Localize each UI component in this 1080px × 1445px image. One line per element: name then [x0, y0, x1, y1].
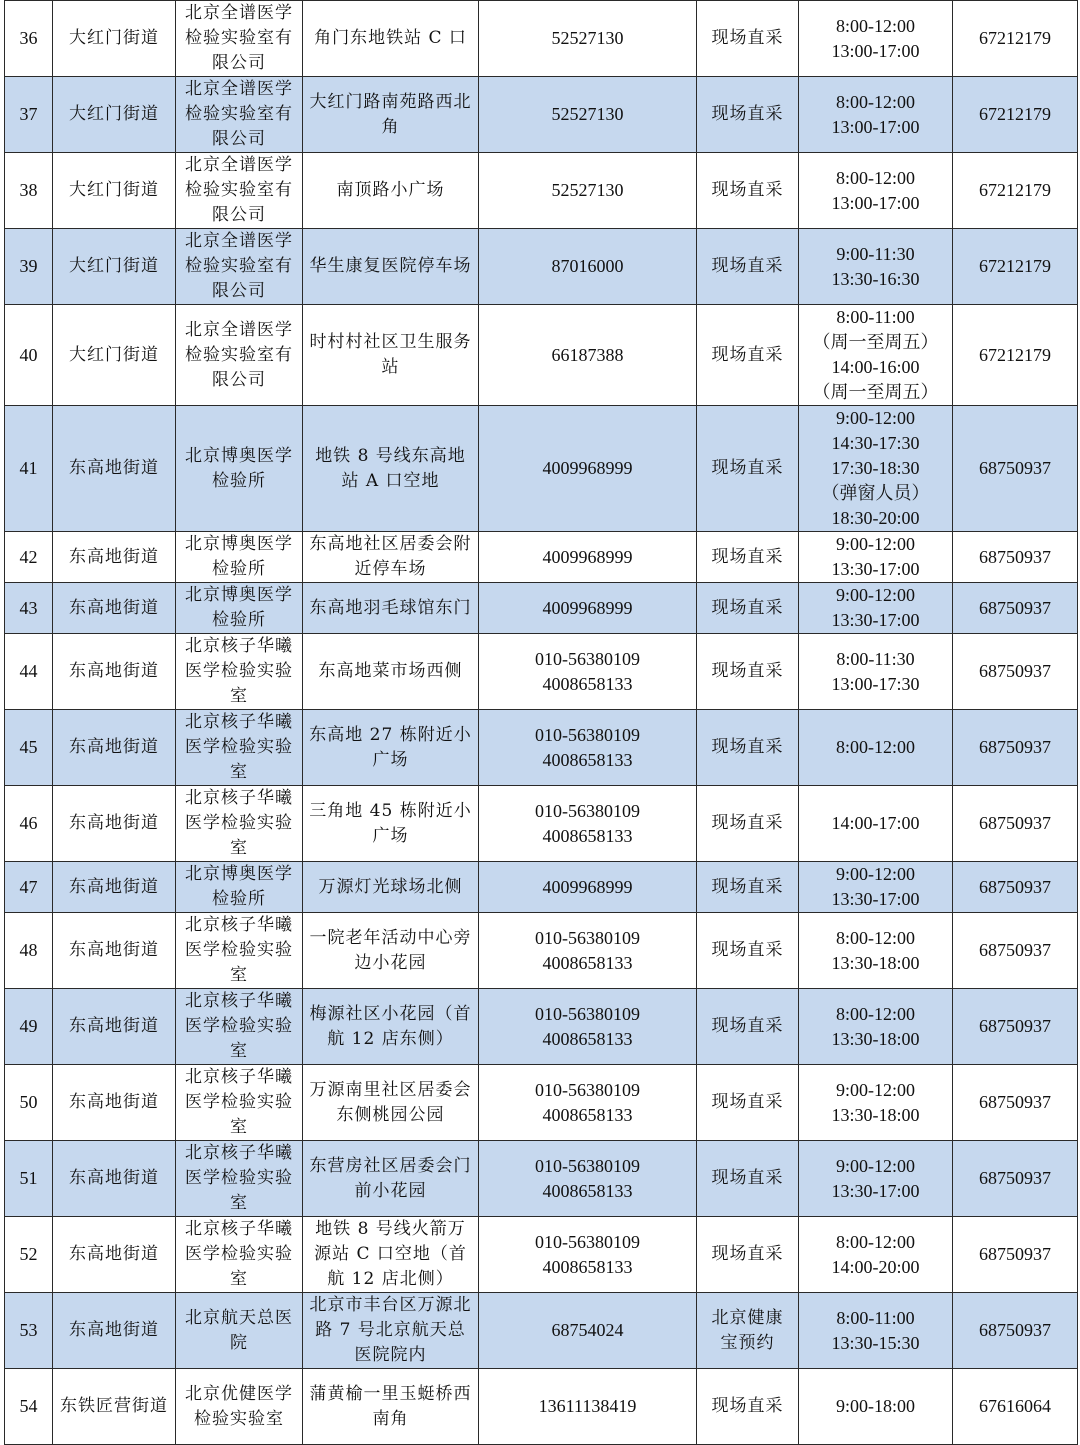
- cell-mode: 现场直采: [697, 1, 799, 77]
- table-row: [5, 406, 1078, 532]
- cell-mode: 现场直采: [697, 1065, 799, 1141]
- cell-organization: 北京全谱医学检验实验室有限公司: [176, 1, 303, 77]
- cell-hours-line: 8:00-11:00: [836, 307, 915, 327]
- cell-hours-line: 14:00-17:00: [831, 813, 920, 833]
- cell-number: 42: [5, 532, 53, 583]
- cell-hours-line: 13:30-17:00: [831, 559, 920, 579]
- cell-hours-line: 13:30-18:00: [831, 1028, 920, 1049]
- cell-phone-line: 4009968999: [542, 597, 633, 618]
- cell-phone-line: 4008658133: [542, 1256, 633, 1277]
- cell-site: 一院老年活动中心旁边小花园: [303, 913, 479, 989]
- cell-number: 53: [5, 1293, 53, 1369]
- cell-street: 大红门街道: [53, 229, 176, 305]
- cell-street: 大红门街道: [53, 305, 176, 406]
- cell-mode: 现场直采: [697, 305, 799, 406]
- table-row: [5, 1293, 1078, 1369]
- table-row: [5, 305, 1078, 406]
- cell-organization: 北京全谱医学检验实验室有限公司: [176, 229, 303, 305]
- table-body: [5, 1, 1078, 1445]
- cell-hours-line: 13:30-15:30: [831, 1332, 920, 1353]
- cell-hours: [799, 406, 953, 532]
- cell-number: 52: [5, 1217, 53, 1293]
- table-row: [5, 786, 1078, 862]
- cell-organization: 北京全谱医学检验实验室有限公司: [176, 153, 303, 229]
- cell-number: 49: [5, 989, 53, 1065]
- cell-phone-line: 52527130: [551, 180, 624, 200]
- cell-phone-line: 4009968999: [542, 458, 633, 478]
- cell-phone: [479, 634, 697, 710]
- cell-hours-line: 13:30-18:00: [831, 952, 920, 973]
- cell-hours-line: 8:00-12:00: [836, 1003, 915, 1024]
- cell-site: 地铁 8 号线火箭万源站 C 口空地（首航 12 店北侧）: [303, 1217, 479, 1293]
- cell-street: 东高地街道: [53, 532, 176, 583]
- cell-hours-line: 9:00-11:30: [836, 243, 915, 264]
- cell-hotline: 68750937: [953, 634, 1078, 710]
- cell-hours-line: 13:00-17:00: [831, 40, 920, 61]
- cell-phone-line: 4008658133: [542, 952, 633, 973]
- cell-mode: 现场直采: [697, 862, 799, 913]
- cell-organization: 北京核子华曦医学检验实验室: [176, 786, 303, 862]
- cell-hours: [799, 989, 953, 1065]
- cell-hours-line: 13:00-17:00: [831, 192, 920, 213]
- cell-phone: [479, 1293, 697, 1369]
- cell-street: 大红门街道: [53, 77, 176, 153]
- cell-phone: [479, 305, 697, 406]
- cell-hours-line: 8:00-12:00: [836, 167, 915, 188]
- cell-street: 东高地街道: [53, 786, 176, 862]
- cell-hours-line: 13:30-16:30: [831, 268, 920, 289]
- cell-hours-line: 14:30-17:30: [831, 433, 920, 453]
- cell-organization: 北京核子华曦医学检验实验室: [176, 1217, 303, 1293]
- table-row: [5, 1141, 1078, 1217]
- cell-street: 东高地街道: [53, 989, 176, 1065]
- cell-phone: [479, 1141, 697, 1217]
- cell-hours: [799, 532, 953, 583]
- cell-hours: [799, 634, 953, 710]
- cell-site: 东高地羽毛球馆东门: [303, 583, 479, 634]
- cell-organization: 北京博奥医学检验所: [176, 583, 303, 634]
- cell-hours: [799, 862, 953, 913]
- cell-hours-line: 8:00-11:30: [836, 648, 915, 669]
- cell-site: 东高地 27 栋附近小广场: [303, 710, 479, 786]
- cell-hours-line: 8:00-12:00: [836, 15, 915, 36]
- cell-street: 东高地街道: [53, 913, 176, 989]
- cell-site: 地铁 8 号线东高地站 A 口空地: [303, 406, 479, 532]
- cell-phone: [479, 913, 697, 989]
- cell-hotline: 68750937: [953, 1293, 1078, 1369]
- cell-organization: 北京核子华曦医学检验实验室: [176, 634, 303, 710]
- cell-hours-line: 9:00-12:00: [836, 534, 915, 554]
- cell-phone-line: 010-56380109: [535, 1079, 640, 1100]
- cell-mode: 现场直采: [697, 1141, 799, 1217]
- table-row: [5, 1217, 1078, 1293]
- cell-hotline: 67212179: [953, 77, 1078, 153]
- cell-number: 46: [5, 786, 53, 862]
- cell-organization: 北京博奥医学检验所: [176, 532, 303, 583]
- cell-number: 50: [5, 1065, 53, 1141]
- cell-mode: 现场直采: [697, 634, 799, 710]
- cell-number: 38: [5, 153, 53, 229]
- cell-phone-line: 010-56380109: [535, 1155, 640, 1176]
- cell-hours: [799, 913, 953, 989]
- cell-hours-line: 14:00-16:00: [831, 357, 920, 377]
- cell-number: 47: [5, 862, 53, 913]
- cell-number: 44: [5, 634, 53, 710]
- cell-hotline: 67212179: [953, 1, 1078, 77]
- cell-number: 45: [5, 710, 53, 786]
- cell-mode: 现场直采: [697, 786, 799, 862]
- table-row: [5, 634, 1078, 710]
- cell-street: 东高地街道: [53, 862, 176, 913]
- cell-street: 东高地街道: [53, 710, 176, 786]
- cell-street: 东高地街道: [53, 1293, 176, 1369]
- cell-phone: [479, 862, 697, 913]
- cell-organization: 北京核子华曦医学检验实验室: [176, 1065, 303, 1141]
- cell-hotline: 68750937: [953, 1141, 1078, 1217]
- cell-hotline: 68750937: [953, 710, 1078, 786]
- cell-site: 北京市丰台区万源北路 7 号北京航天总医院院内: [303, 1293, 479, 1369]
- cell-hours: [799, 153, 953, 229]
- cell-hours-line: 9:00-12:00: [836, 1155, 915, 1176]
- cell-phone-line: 010-56380109: [535, 724, 640, 745]
- cell-hotline: 68750937: [953, 583, 1078, 634]
- cell-hours-line: 13:30-17:00: [831, 610, 920, 630]
- cell-hours-line: 13:30-18:00: [831, 1104, 920, 1125]
- cell-street: 东高地街道: [53, 1141, 176, 1217]
- cell-street: 东高地街道: [53, 1217, 176, 1293]
- cell-phone-line: 66187388: [551, 344, 624, 365]
- cell-hours: [799, 1, 953, 77]
- cell-hours: [799, 710, 953, 786]
- cell-hours: [799, 229, 953, 305]
- table-row: [5, 989, 1078, 1065]
- cell-mode: 现场直采: [697, 153, 799, 229]
- cell-hours-line: （周一至周五）: [812, 332, 939, 352]
- cell-hotline: 68750937: [953, 862, 1078, 913]
- cell-number: 40: [5, 305, 53, 406]
- cell-site: 东高地社区居委会附近停车场: [303, 532, 479, 583]
- cell-hotline: 67616064: [953, 1369, 1078, 1445]
- cell-phone-line: 68754024: [551, 1320, 624, 1340]
- cell-hours-line: 14:00-20:00: [831, 1256, 920, 1277]
- cell-hours-line: 13:30-17:00: [831, 1180, 920, 1201]
- cell-organization: 北京全谱医学检验实验室有限公司: [176, 77, 303, 153]
- cell-hours-line: 9:00-12:00: [836, 408, 915, 428]
- cell-phone: [479, 710, 697, 786]
- cell-phone-line: 4009968999: [542, 546, 633, 567]
- table-row: [5, 532, 1078, 583]
- cell-street: 东高地街道: [53, 1065, 176, 1141]
- cell-street: 东高地街道: [53, 406, 176, 532]
- cell-hours-line: 13:30-17:00: [831, 889, 920, 909]
- cell-phone-line: 010-56380109: [535, 1003, 640, 1024]
- table-row: [5, 913, 1078, 989]
- cell-phone: [479, 786, 697, 862]
- cell-hotline: 68750937: [953, 532, 1078, 583]
- cell-mode: 现场直采: [697, 989, 799, 1065]
- cell-organization: 北京核子华曦医学检验实验室: [176, 989, 303, 1065]
- cell-hours-line: 8:00-12:00: [836, 927, 915, 948]
- cell-site: 万源南里社区居委会东侧桃园公园: [303, 1065, 479, 1141]
- cell-organization: 北京航天总医院: [176, 1293, 303, 1369]
- cell-hours-line: 18:30-20:00: [831, 508, 920, 528]
- cell-mode: 现场直采: [697, 229, 799, 305]
- cell-phone-line: 4008658133: [542, 1180, 633, 1201]
- cell-mode: 现场直采: [697, 583, 799, 634]
- cell-hotline: 68750937: [953, 913, 1078, 989]
- cell-hours: [799, 1065, 953, 1141]
- cell-number: 37: [5, 77, 53, 153]
- cell-hours: [799, 786, 953, 862]
- cell-phone: [479, 1217, 697, 1293]
- cell-phone-line: 4009968999: [542, 876, 633, 897]
- cell-phone-line: 4008658133: [542, 1028, 633, 1049]
- cell-phone-line: 010-56380109: [535, 1231, 640, 1252]
- cell-phone: [479, 989, 697, 1065]
- table-row: [5, 710, 1078, 786]
- cell-street: 东铁匠营街道: [53, 1369, 176, 1445]
- cell-hotline: 68750937: [953, 1217, 1078, 1293]
- cell-mode: 现场直采: [697, 77, 799, 153]
- testing-sites-table: [4, 0, 1078, 1445]
- cell-hotline: 67212179: [953, 305, 1078, 406]
- cell-phone-line: 010-56380109: [535, 800, 640, 821]
- cell-mode: 现场直采: [697, 532, 799, 583]
- cell-phone: [479, 532, 697, 583]
- cell-mode: 现场直采: [697, 710, 799, 786]
- cell-hotline: 68750937: [953, 786, 1078, 862]
- cell-phone-line: 010-56380109: [535, 648, 640, 669]
- cell-phone-line: 52527130: [551, 104, 624, 124]
- cell-hours: [799, 1369, 953, 1445]
- cell-number: 48: [5, 913, 53, 989]
- cell-phone: [479, 77, 697, 153]
- cell-hours-line: 13:00-17:30: [831, 673, 920, 694]
- cell-hotline: 67212179: [953, 229, 1078, 305]
- cell-phone-line: 87016000: [551, 256, 624, 276]
- cell-mode: 现场直采: [697, 1217, 799, 1293]
- cell-site: 东高地菜市场西侧: [303, 634, 479, 710]
- cell-site: 三角地 45 栋附近小广场: [303, 786, 479, 862]
- cell-hours-line: 9:00-12:00: [836, 864, 915, 884]
- cell-street: 大红门街道: [53, 153, 176, 229]
- cell-phone: [479, 153, 697, 229]
- cell-hours-line: 8:00-12:00: [836, 737, 915, 757]
- cell-number: 36: [5, 1, 53, 77]
- cell-phone-line: 010-56380109: [535, 927, 640, 948]
- table-row: [5, 583, 1078, 634]
- cell-hours-line: 8:00-11:00: [836, 1307, 915, 1328]
- cell-site: 华生康复医院停车场: [303, 229, 479, 305]
- cell-hours-line: 8:00-12:00: [836, 1231, 915, 1252]
- cell-phone: [479, 406, 697, 532]
- cell-street: 东高地街道: [53, 583, 176, 634]
- cell-site: 时村村社区卫生服务站: [303, 305, 479, 406]
- cell-hours: [799, 77, 953, 153]
- cell-mode: 现场直采: [697, 1369, 799, 1445]
- cell-number: 54: [5, 1369, 53, 1445]
- cell-phone: [479, 583, 697, 634]
- table-row: [5, 229, 1078, 305]
- cell-mode: 现场直采: [697, 406, 799, 532]
- cell-organization: 北京核子华曦医学检验实验室: [176, 710, 303, 786]
- cell-phone-line: 4008658133: [542, 1104, 633, 1125]
- cell-hours-line: 9:00-18:00: [836, 1396, 915, 1416]
- cell-site: 蒲黄榆一里玉蜓桥西南角: [303, 1369, 479, 1445]
- cell-site: 大红门路南苑路西北角: [303, 77, 479, 153]
- cell-hours: [799, 1293, 953, 1369]
- cell-hotline: 67212179: [953, 153, 1078, 229]
- cell-organization: 北京核子华曦医学检验实验室: [176, 913, 303, 989]
- cell-street: 大红门街道: [53, 1, 176, 77]
- cell-hours-line: 9:00-12:00: [836, 585, 915, 605]
- table-row: [5, 153, 1078, 229]
- cell-number: 41: [5, 406, 53, 532]
- cell-site: 梅源社区小花园（首航 12 店东侧）: [303, 989, 479, 1065]
- cell-hotline: 68750937: [953, 406, 1078, 532]
- cell-hours-line: 17:30-18:30: [831, 458, 920, 478]
- cell-phone-line: 4008658133: [542, 749, 633, 770]
- cell-site: 南顶路小广场: [303, 153, 479, 229]
- cell-hours: [799, 1217, 953, 1293]
- cell-phone: [479, 1, 697, 77]
- cell-street: 东高地街道: [53, 634, 176, 710]
- cell-phone-line: 52527130: [551, 28, 624, 48]
- cell-phone-line: 4008658133: [542, 825, 633, 846]
- cell-number: 39: [5, 229, 53, 305]
- table-row: [5, 1369, 1078, 1445]
- cell-site: 万源灯光球场北侧: [303, 862, 479, 913]
- cell-organization: 北京博奥医学检验所: [176, 862, 303, 913]
- cell-phone-line: 4008658133: [542, 673, 633, 694]
- cell-phone: [479, 1369, 697, 1445]
- cell-mode: 北京健康宝预约: [697, 1293, 799, 1369]
- cell-hotline: 68750937: [953, 1065, 1078, 1141]
- cell-organization: 北京核子华曦医学检验实验室: [176, 1141, 303, 1217]
- cell-site: 角门东地铁站 C 口: [303, 1, 479, 77]
- cell-site: 东营房社区居委会门前小花园: [303, 1141, 479, 1217]
- cell-hours-line: （周一至周五）: [812, 382, 939, 402]
- cell-hours: [799, 583, 953, 634]
- cell-organization: 北京优健医学检验实验室: [176, 1369, 303, 1445]
- cell-hours: [799, 305, 953, 406]
- cell-number: 51: [5, 1141, 53, 1217]
- cell-hours-line: 9:00-12:00: [836, 1079, 915, 1100]
- cell-organization: 北京全谱医学检验实验室有限公司: [176, 305, 303, 406]
- cell-hours: [799, 1141, 953, 1217]
- table-row: [5, 1065, 1078, 1141]
- cell-hours-line: 8:00-12:00: [836, 91, 915, 112]
- cell-phone: [479, 1065, 697, 1141]
- table-row: [5, 77, 1078, 153]
- cell-organization: 北京博奥医学检验所: [176, 406, 303, 532]
- cell-number: 43: [5, 583, 53, 634]
- cell-mode: 现场直采: [697, 913, 799, 989]
- table-row: [5, 1, 1078, 77]
- table-row: [5, 862, 1078, 913]
- cell-hours-line: （弹窗人员）: [821, 483, 930, 503]
- cell-hotline: 68750937: [953, 989, 1078, 1065]
- cell-hours-line: 13:00-17:00: [831, 116, 920, 137]
- cell-phone: [479, 229, 697, 305]
- cell-phone-line: 13611138419: [538, 1396, 637, 1416]
